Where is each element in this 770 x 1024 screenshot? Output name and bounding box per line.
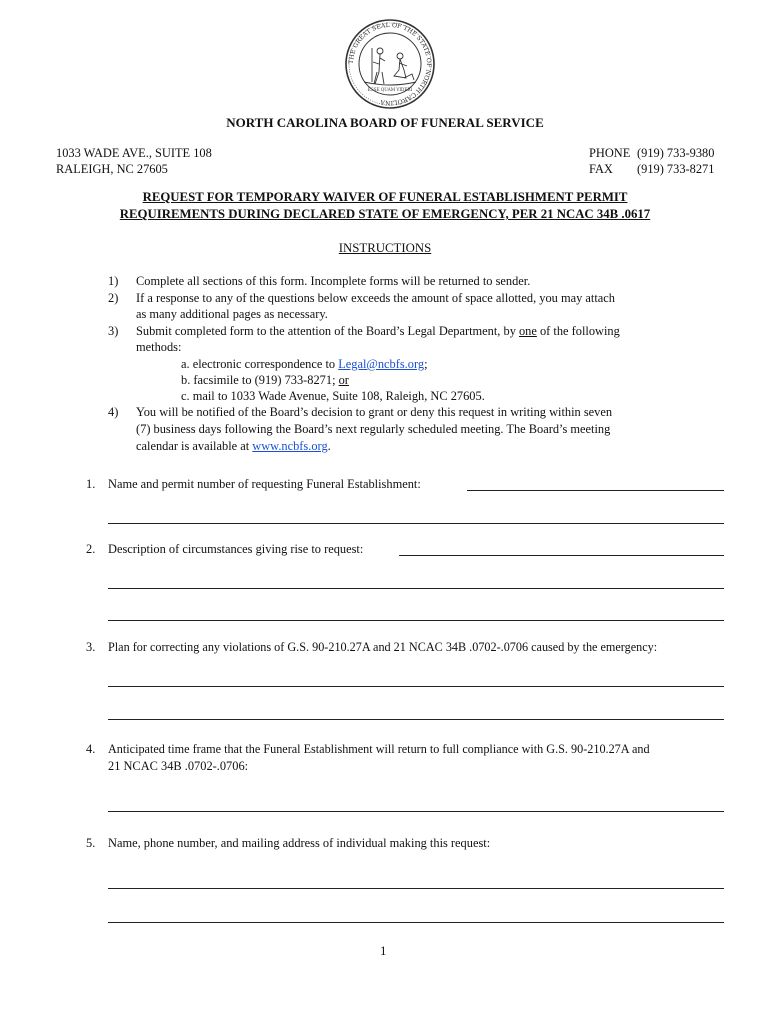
question-2-answer-line-2[interactable] [108, 588, 724, 589]
instruction-3b: b. facsimile to (919) 733-8271; or [181, 373, 349, 387]
phone-label: PHONE [589, 146, 631, 160]
phone-number: (919) 733-9380 [637, 146, 715, 160]
fax-number: (919) 733-8271 [637, 162, 715, 176]
question-2-answer-line-3[interactable] [108, 620, 724, 621]
question-1-answer-line-2[interactable] [108, 523, 724, 524]
instruction-1-number: 1) [108, 274, 119, 288]
instruction-3a: a. electronic correspondence to Legal@ncbfs.org; [181, 357, 428, 371]
question-3-answer-line-1[interactable] [108, 686, 724, 687]
instruction-2-text-line-2: as many additional pages as necessary. [136, 307, 328, 321]
form-title-line-1: REQUEST FOR TEMPORARY WAIVER OF FUNERAL ESTABLISHMENT PERMIT [142, 190, 628, 204]
question-2-label: Description of circumstances giving rise to request: [108, 542, 364, 556]
question-3-number: 3. [86, 640, 96, 654]
instruction-2-number: 2) [108, 291, 119, 305]
question-3-label: Plan for correcting any violations of G.S. 90-210.27A and 21 NCAC 34B .0702-.0706 caused by the emergency: [108, 640, 658, 654]
question-4-label-line-2: 21 NCAC 34B .0702-.0706: [108, 759, 249, 773]
form-title-line-2: REQUIREMENTS DURING DECLARED STATE OF EMERGENCY, PER 21 NCAC 34B .0617 [119, 207, 651, 221]
instruction-3-text-line-2: methods: [136, 340, 182, 354]
question-5-number: 5. [86, 836, 96, 850]
instruction-4-text-line-3: calendar is available at www.ncbfs.org. [136, 439, 331, 453]
address-line-2: RALEIGH, NC 27605 [56, 162, 168, 176]
question-4-label-line-1: Anticipated time frame that the Funeral Establishment will return to full compliance with G.S. 90-210.27A and [108, 742, 650, 756]
instruction-2-text-line-1: If a response to any of the questions below exceeds the amount of space allotted, you may attach [136, 291, 615, 305]
address-line-1: 1033 WADE AVE., SUITE 108 [56, 146, 212, 160]
legal-email-link[interactable]: Legal@ncbfs.org [338, 357, 425, 371]
website-link[interactable]: www.ncbfs.org [252, 439, 328, 453]
question-2-number: 2. [86, 542, 96, 556]
question-5-answer-line-1[interactable] [108, 888, 724, 889]
question-2-answer-line-1[interactable] [399, 555, 724, 556]
svg-text:THE GREAT SEAL OF THE STATE OF [348, 22, 432, 106]
seal-motto: ESSE QUAM VIDERI [367, 87, 413, 92]
question-4-answer-line[interactable] [108, 811, 724, 812]
instruction-3-text-line-1: Submit completed form to the attention of the Board’s Legal Department, by one of the following [136, 324, 620, 338]
question-1-label: Name and permit number of requesting Funeral Establishment: [108, 477, 421, 491]
state-seal-logo [344, 18, 436, 110]
instruction-4-number: 4) [108, 405, 119, 419]
question-1-number: 1. [86, 477, 96, 491]
instruction-3c: c. mail to 1033 Wade Avenue, Suite 108, Raleigh, NC 27605. [181, 389, 485, 403]
page-number: 1 [380, 943, 387, 958]
question-5-label: Name, phone number, and mailing address of individual making this request: [108, 836, 491, 850]
board-title: NORTH CAROLINA BOARD OF FUNERAL SERVICE [226, 115, 544, 130]
question-1-answer-line-1[interactable] [467, 490, 724, 491]
question-5-answer-line-2[interactable] [108, 922, 724, 923]
question-3-answer-line-2[interactable] [108, 719, 724, 720]
instructions-heading: INSTRUCTIONS [338, 241, 432, 255]
fax-label: FAX [589, 162, 613, 176]
instruction-3-number: 3) [108, 324, 119, 338]
seal-outer-text: THE GREAT SEAL OF THE STATE OF NORTH CAROLINA [347, 21, 433, 107]
instruction-4-text-line-1: You will be notified of the Board’s decision to grant or deny this request in writing within seven [136, 405, 613, 419]
question-4-number: 4. [86, 742, 96, 756]
instruction-4-text-line-2: (7) business days following the Board’s next regularly scheduled meeting. The Board’s meeting [136, 422, 611, 436]
instruction-1-text: Complete all sections of this form. Incomplete forms will be returned to sender. [136, 274, 531, 288]
